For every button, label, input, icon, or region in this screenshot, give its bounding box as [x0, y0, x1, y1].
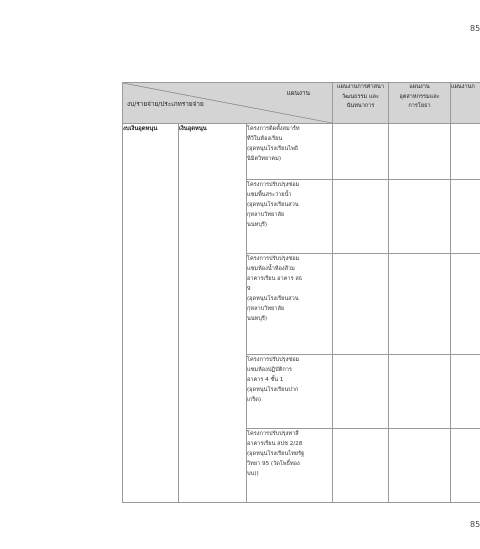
- project-line: โครงการปรับปรุงทาสี: [247, 431, 299, 437]
- page-number-bottom: 85: [470, 520, 480, 529]
- header-line: วัฒนธรรม และ: [342, 93, 379, 100]
- project-line: อาคาร 4 ชั้น 1: [247, 377, 284, 383]
- header-line: อุตสาหกรรมและ: [399, 93, 440, 100]
- header-line: การโยธา: [408, 103, 431, 109]
- project-line: นนทบุรี): [247, 222, 268, 228]
- table-row: [123, 124, 480, 180]
- project-cell: [247, 124, 333, 180]
- budget-table: [122, 82, 480, 503]
- project-line: (อุดหนุนโรงเรียนปาก: [247, 387, 299, 393]
- plan-header-label: แผนงาน: [286, 89, 311, 97]
- project-line: อาคารเรียน สปช 2/28: [247, 441, 303, 447]
- project-line: นนทบุรี): [247, 316, 268, 322]
- diagonal-header-cell: [123, 83, 333, 124]
- page-number-top: 85: [470, 24, 480, 33]
- empty-cell: [451, 180, 480, 254]
- empty-cell: [451, 429, 480, 503]
- empty-cell: [333, 124, 389, 180]
- project-line: โครงการติดตั้งสมาร์ท: [247, 126, 300, 132]
- project-line: (อุดหนุนโรงเรียนสวน: [247, 296, 299, 302]
- empty-cell: [389, 355, 451, 429]
- header-line: แผนงานก: [451, 84, 475, 90]
- project-cell: [247, 254, 333, 355]
- empty-cell: [333, 254, 389, 355]
- expense-header-label: งบ/รายจ่าย/ประเภทรายจ่าย: [127, 99, 204, 108]
- project-line: บน)): [247, 471, 259, 477]
- project-cell: [247, 429, 333, 503]
- empty-cell: [389, 180, 451, 254]
- header-line: นันทนาการ: [346, 103, 375, 109]
- header-line: แผนงาน: [409, 84, 430, 90]
- project-line: เกร็ด): [247, 397, 262, 403]
- project-line: แซมห้องปฏิบัติการ: [247, 367, 292, 373]
- empty-cell: [333, 429, 389, 503]
- empty-cell: [389, 429, 451, 503]
- project-line: โครงการปรับปรุงซ่อม: [247, 357, 300, 363]
- header-line: แผนงานการศาสนา: [337, 84, 385, 90]
- column-header-religion-culture: [333, 83, 389, 124]
- project-line: ทีวีในห้องเรียน: [247, 136, 283, 142]
- project-line: (อุดหนุนโรงเรียนสวน: [247, 202, 299, 208]
- project-line: แซมห้องน้ำห้องส้วม: [247, 266, 295, 272]
- project-line: กุหลาบวิทยาลัย: [247, 212, 285, 218]
- empty-cell: [333, 180, 389, 254]
- empty-cell: [451, 355, 480, 429]
- project-line: นิมิตวิทยาคม): [247, 156, 282, 162]
- column-header-industry-works: [389, 83, 451, 124]
- project-line: กุหลาบวิทยาลัย: [247, 306, 285, 312]
- empty-cell: [451, 254, 480, 355]
- project-line: (อุดหนุนโรงเรียนไพธิ: [247, 146, 299, 152]
- empty-cell: [389, 254, 451, 355]
- project-line: โครงการปรับปรุงซ่อม: [247, 256, 300, 262]
- column-header-truncated: [451, 83, 480, 124]
- project-line: วิทยา 95 (วัดโพธิ์ทอง: [247, 461, 300, 467]
- project-cell: [247, 180, 333, 254]
- expense-category-cell: เงินอุดหนุน: [179, 124, 247, 503]
- project-line: (อุดหนุนโรงเรียนไทยรัฐ: [247, 451, 305, 457]
- table-header-row: [123, 83, 480, 124]
- project-line: อาคารเรียน อาคาร สธ: [247, 276, 303, 282]
- project-line: โครงการปรับปรุงซ่อม: [247, 182, 300, 188]
- empty-cell: [451, 124, 480, 180]
- project-cell: [247, 355, 333, 429]
- empty-cell: [333, 355, 389, 429]
- project-line: แซมพื้นสระว่ายน้ำ: [247, 192, 292, 198]
- budget-category-cell: งบเงินอุดหนุน: [123, 124, 179, 503]
- project-line: 9: [247, 286, 251, 292]
- empty-cell: [389, 124, 451, 180]
